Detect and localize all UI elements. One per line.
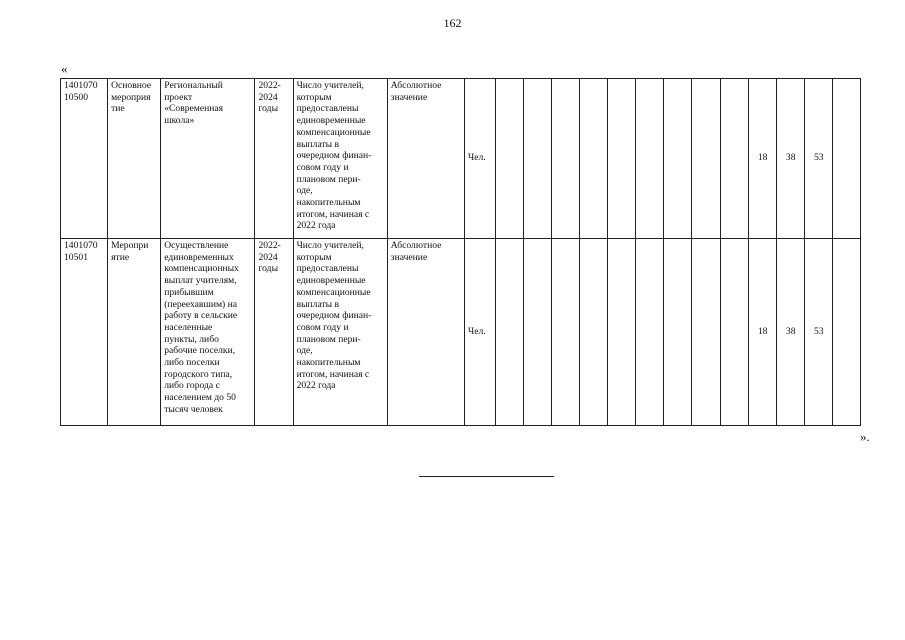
empty-cell [692, 79, 720, 239]
empty-cell [496, 239, 524, 426]
measure-code: 1401070 10500 [61, 79, 108, 239]
program-measures-table [60, 78, 861, 426]
unit-of-measure: Чел. [464, 239, 495, 426]
value-year-1: 18 [748, 239, 776, 426]
empty-cell [636, 239, 664, 426]
value-year-2: 38 [776, 239, 804, 426]
indicator-description: Число учителей, которым предоставлены единовременные компенсационные выплаты в очередном финан- совом году и плановом пери- оде, накопительным итогом, начиная с 2022 года [293, 79, 387, 239]
measure-name: Осуществление единовременных компенсационных выплат учителям, прибывшим (переехавшим) на работу в сельские населенные пункты, либо рабочие поселки, либо поселки городского типа, либо города с населением до 50 тысяч человек [161, 239, 255, 426]
measure-period: 2022- 2024 годы [255, 79, 293, 239]
opening-quote-mark: « [61, 61, 68, 76]
closing-quote-mark: ». [860, 429, 870, 444]
measure-type: Меропри ятие [108, 239, 161, 426]
empty-cell [580, 239, 608, 426]
empty-cell [832, 239, 860, 426]
empty-cell [524, 239, 552, 426]
empty-cell [664, 239, 692, 426]
page-number: 162 [443, 16, 462, 30]
table-row [61, 79, 861, 239]
empty-cell [636, 79, 664, 239]
unit-of-measure: Чел. [464, 79, 495, 239]
empty-cell [608, 239, 636, 426]
value-type: Абсолютное значение [387, 239, 464, 426]
empty-cell [524, 79, 552, 239]
empty-cell [552, 79, 580, 239]
empty-cell [692, 239, 720, 426]
value-type: Абсолютное значение [387, 79, 464, 239]
footer-separator-line [419, 476, 554, 477]
indicator-description: Число учителей, которым предоставлены единовременные компенсационные выплаты в очередном финан- совом году и плановом пери- оде, накопительным итогом, начиная с 2022 года [293, 239, 387, 426]
measure-period: 2022- 2024 годы [255, 239, 293, 426]
empty-cell [552, 239, 580, 426]
measure-code: 1401070 10501 [61, 239, 108, 426]
value-year-1: 18 [748, 79, 776, 239]
empty-cell [496, 79, 524, 239]
empty-cell [832, 79, 860, 239]
measure-type: Основное мероприя тие [108, 79, 161, 239]
empty-cell [720, 79, 748, 239]
empty-cell [608, 79, 636, 239]
measure-name: Региональный проект «Современная школа» [161, 79, 255, 239]
value-year-3: 53 [804, 239, 832, 426]
empty-cell [580, 79, 608, 239]
empty-cell [664, 79, 692, 239]
empty-cell [720, 239, 748, 426]
value-year-3: 53 [804, 79, 832, 239]
value-year-2: 38 [776, 79, 804, 239]
table-row [61, 239, 861, 426]
